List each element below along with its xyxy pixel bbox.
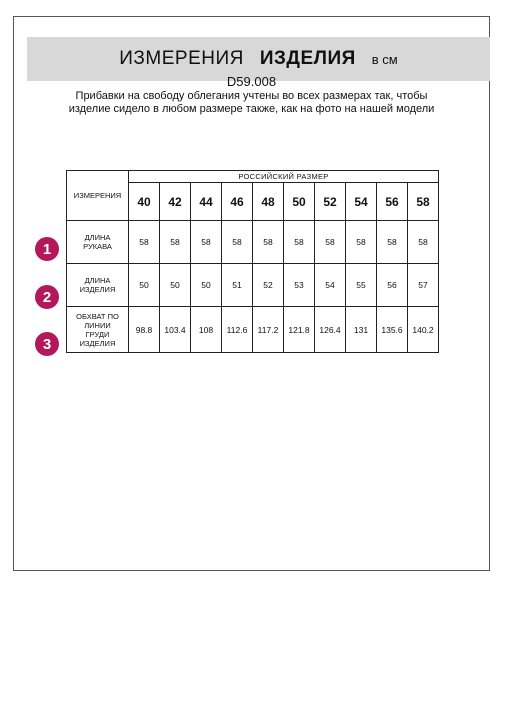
table-row — [67, 307, 439, 353]
size-header: 50 — [284, 183, 315, 221]
row-badge-3: 3 — [35, 332, 59, 356]
table-cell: 103.4 — [160, 307, 191, 353]
table-cell: 108 — [191, 307, 222, 353]
row-badge-2: 2 — [35, 285, 59, 309]
table-cell: 58 — [377, 221, 408, 264]
table-cell: 140.2 — [408, 307, 439, 353]
table-row — [67, 221, 439, 264]
table-cell: 58 — [253, 221, 284, 264]
table-cell: 56 — [377, 264, 408, 307]
table-row — [67, 264, 439, 307]
size-header: 58 — [408, 183, 439, 221]
title-item: ИЗДЕЛИЯ — [259, 48, 356, 69]
table-cell: 52 — [253, 264, 284, 307]
table-cell: 50 — [191, 264, 222, 307]
title-measurements: ИЗМЕРЕНИЯ — [119, 48, 244, 69]
table-cell: 58 — [346, 221, 377, 264]
table-cell: 112.6 — [222, 307, 253, 353]
table-cell: 51 — [222, 264, 253, 307]
row-label: ДЛИНА РУКАВА — [67, 221, 129, 264]
size-header: 40 — [129, 183, 160, 221]
table-cell: 126.4 — [315, 307, 346, 353]
size-header: 44 — [191, 183, 222, 221]
table-cell: 58 — [129, 221, 160, 264]
table-cell: 117.2 — [253, 307, 284, 353]
table-cell: 50 — [129, 264, 160, 307]
row-badge-1: 1 — [35, 237, 59, 261]
table-cell: 50 — [160, 264, 191, 307]
size-header: 46 — [222, 183, 253, 221]
row-label: ДЛИНА ИЗДЕЛИЯ — [67, 264, 129, 307]
size-table — [66, 170, 439, 353]
table-cell: 58 — [160, 221, 191, 264]
table-cell: 98.8 — [129, 307, 160, 353]
table-cell: 58 — [315, 221, 346, 264]
table-cell: 135.6 — [377, 307, 408, 353]
table-cell: 57 — [408, 264, 439, 307]
size-header: 48 — [253, 183, 284, 221]
table-cell: 58 — [408, 221, 439, 264]
size-header: 42 — [160, 183, 191, 221]
russian-size-header: РОССИЙСКИЙ РАЗМЕР — [129, 171, 439, 183]
table-cell: 54 — [315, 264, 346, 307]
table-cell: 131 — [346, 307, 377, 353]
table-cell: 121.8 — [284, 307, 315, 353]
size-header: 56 — [377, 183, 408, 221]
size-header: 52 — [315, 183, 346, 221]
table-cell: 55 — [346, 264, 377, 307]
measurements-header: ИЗМЕРЕНИЯ — [67, 171, 129, 221]
table-cell: 58 — [284, 221, 315, 264]
table-cell: 53 — [284, 264, 315, 307]
row-label: ОБХВАТ ПО ЛИНИИ ГРУДИ ИЗДЕЛИЯ — [67, 307, 129, 353]
size-header: 54 — [346, 183, 377, 221]
table-cell: 58 — [191, 221, 222, 264]
table-cell: 58 — [222, 221, 253, 264]
title-unit: в см — [371, 51, 398, 67]
article-code: D59.008 — [226, 74, 277, 89]
fit-note: Прибавки на свободу облегания учтены во всех размерах так, чтобы изделие сидело в любом размере также, как на фото на нашей модели — [68, 90, 435, 115]
